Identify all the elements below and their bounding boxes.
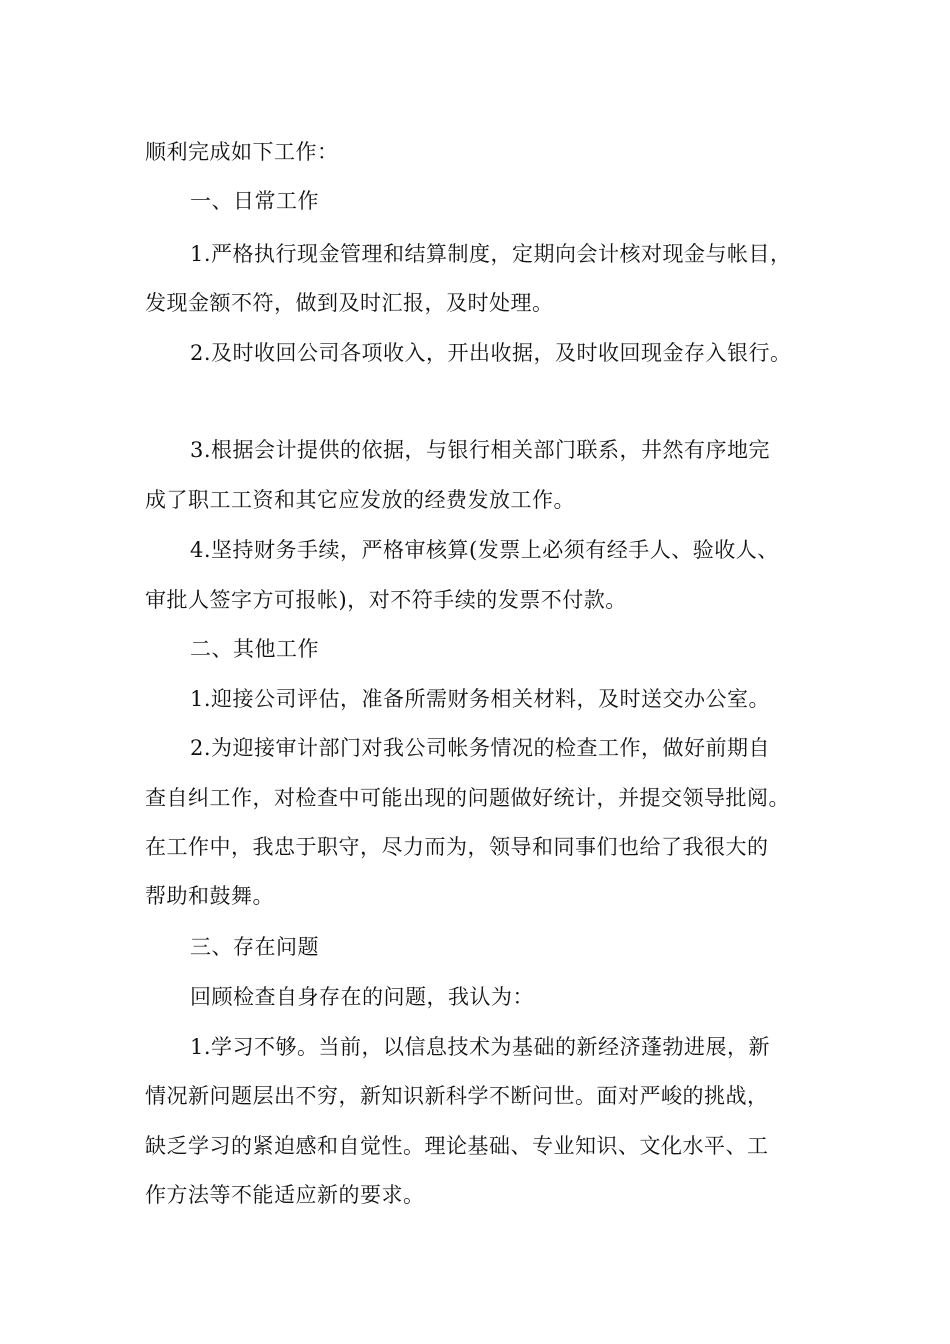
section-heading-other-work: 二、其他工作 (190, 637, 319, 661)
paragraph-line: 1.学习不够。当前，以信息技术为基础的新经济蓬勃进展，新 (190, 1035, 771, 1059)
paragraph-line: 查自纠工作，对检查中可能出现的问题做好统计，并提交领导批阅。 (145, 786, 790, 810)
paragraph-line: 情况新问题层出不穷，新知识新科学不断问世。面对严峻的挑战， (145, 1084, 769, 1108)
paragraph-line: 缺乏学习的紧迫感和自觉性。理论基础、专业知识、文化水平、工 (145, 1134, 769, 1158)
paragraph-line: 2.为迎接审计部门对我公司帐务情况的检查工作，做好前期自 (190, 736, 771, 760)
paragraph-line: 4.坚持财务手续，严格审核算(发票上必须有经手人、验收人、 (190, 538, 779, 562)
paragraph-line: 3.根据会计提供的依据，与银行相关部门联系，井然有序地完 (190, 438, 771, 462)
paragraph-line: 帮助和鼓舞。 (145, 884, 274, 908)
paragraph-line: 审批人签字方可报帐)，对不符手续的发票不付款。 (145, 588, 627, 612)
paragraph-line: 成了职工工资和其它应发放的经费发放工作。 (145, 488, 575, 512)
paragraph-line: 2.及时收回公司各项收入，开出收据，及时收回现金存入银行。 (190, 341, 792, 365)
paragraph-line: 作方法等不能适应新的要求。 (145, 1183, 425, 1207)
intro-line: 顺利完成如下工作： (145, 140, 339, 164)
section-heading-issues: 三、存在问题 (190, 935, 319, 959)
paragraph-line: 1.迎接公司评估，准备所需财务相关材料，及时送交办公室。 (190, 687, 771, 711)
section-heading-daily-work: 一、日常工作 (190, 189, 319, 213)
paragraph-line: 1.严格执行现金管理和结算制度，定期向会计核对现金与帐目， (190, 242, 792, 266)
paragraph-line: 在工作中，我忠于职守，尽力而为，领导和同事们也给了我很大的 (145, 835, 769, 859)
paragraph-line: 回顾检查自身存在的问题，我认为： (190, 985, 534, 1009)
paragraph-line: 发现金额不符，做到及时汇报，及时处理。 (145, 291, 554, 315)
